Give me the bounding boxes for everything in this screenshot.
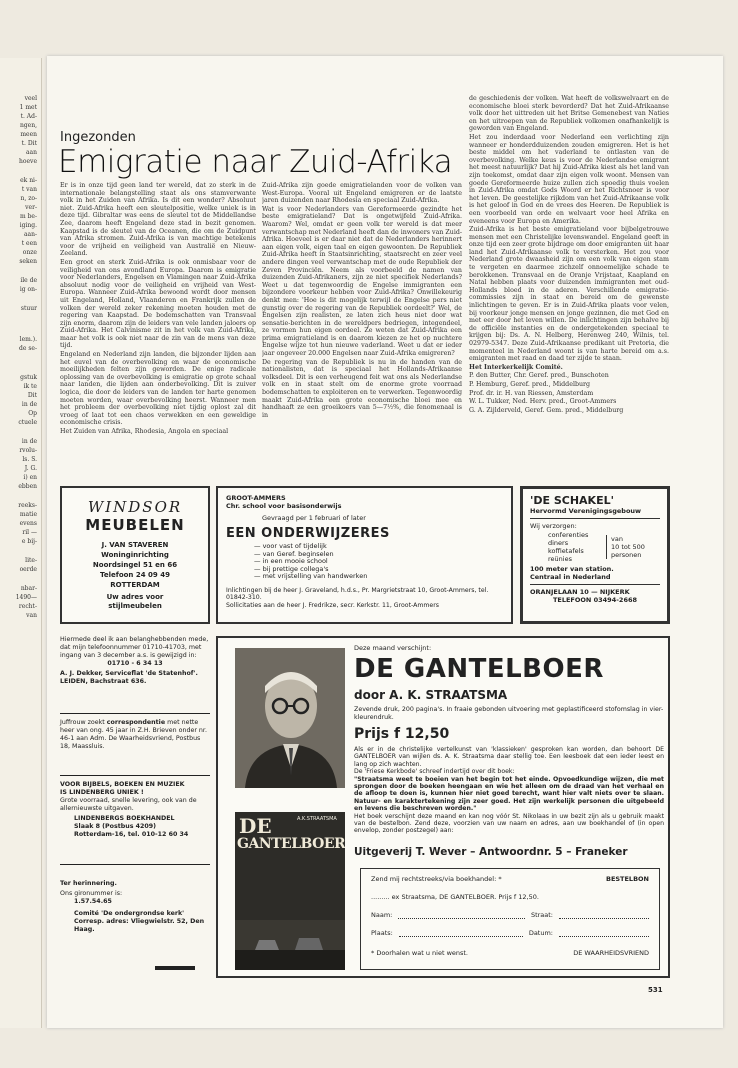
order-form-line: Zend mij rechtstreeks/via boekhandel: *: [371, 875, 502, 883]
publisher-line: Uitgeverij T. Wever – Antwoordnr. 5 – Franeker: [354, 846, 628, 858]
committee-member: P. Hemburg, Geref. pred., Middelburg: [469, 380, 591, 388]
left-fragment-a: [0, 94, 37, 166]
book-description: Zevende druk, 200 pagina's. In fraaie gebonden uitvoering met geplastificeerd stofomslag in vier-kleurendruk.: [354, 706, 664, 721]
left-page-fragment: 1 met: [19, 104, 37, 111]
left-fragment-b: [0, 176, 37, 266]
school-item: — in een mooie school: [254, 557, 328, 565]
author-portrait: [235, 648, 345, 788]
divider: [60, 864, 210, 865]
date-field[interactable]: [559, 929, 649, 937]
article-paragraph: Een groot en sterk Zuid-Afrika is ook onmisbaar voor de veiligheid van ons avondland Europa. Daarom is emigratie voor Nederlanders, Engelsen en Vlamingen naar Zuid-Afrika absoluut nodig voor de veiligheid en vrijheid van West-Europa. Wanneer Zuid-Afrika bewoond wordt door mensen uit Engeland, Holland, Vlaanderen en Frankrijk zullen de volken der wereld zeker rekening moeten houden met de regering van Kaapstad. De bodemschatten van Transvaal zijn enorm, daarom zijn de leiders van vele landen jaloers op Zuid-Afrika. Het Calvinisme zit in het volk van Zuid-Afrika, maar het volk is ook niet naar de zin van de mens van deze tijd.: [60, 258, 256, 350]
order-form: [360, 868, 660, 970]
order-form-quantity[interactable]: ......... ex Straatsma, DE GANTELBOER. Prijs f 12,50.: [371, 893, 539, 901]
street-label: Straat:: [530, 911, 553, 919]
article-column-2: [262, 182, 462, 472]
school-ask: Gevraagd per 1 februari of later: [262, 514, 366, 522]
left-page-fragment: aan: [25, 149, 37, 156]
school-item: — van Geref. beginselen: [254, 549, 334, 558]
book-body: [354, 746, 664, 835]
street-field[interactable]: [559, 911, 649, 919]
reminder-text: Comité 'De ondergrondse kerk' Corresp. adres: Vliegwielstr. 52, Den Haag.: [74, 910, 205, 933]
book-title: DE GANTELBOER: [354, 654, 604, 684]
schakel-ad: [520, 486, 670, 624]
left-page-fragment: ls. S.: [22, 456, 37, 463]
left-page-fragment: t een: [21, 240, 37, 247]
left-page-fragment: Op: [28, 410, 37, 417]
schakel-title: 'DE SCHAKEL': [530, 494, 614, 507]
left-page-fragment: ctuele: [18, 419, 37, 426]
schakel-item: koffietafels: [548, 547, 584, 555]
left-page-fragment: reeks-: [18, 502, 37, 509]
windsor-line: J. VAN STAVEREN: [101, 541, 169, 549]
schakel-capacity: 10 tot 500: [611, 543, 645, 551]
left-page-fragment: evens: [19, 520, 37, 527]
classified-phone-change: [60, 636, 210, 686]
left-page-fragment: ngen,: [19, 122, 37, 129]
left-page-fragment: lem.).: [19, 336, 37, 343]
article-paragraph: Engeland en Nederland zijn landen, die bijzonder lijden aan het euvel van de overbevolking en waar de economische moeilijkheden felten zijn geworden. De enige radicale oplossing van de overbevolking is emigratie op grote schaal naar landen, die lijden aan onderbevolking. Dit is zuiver logica, die door de leiders van de landen ter harte genomen moeten worden, waar overbevolking heerst. Wanneer men het probleem der overbevolking niet tijdig oplost zal dit vroeg of laat tot een chaos verwekken en een geweldige economische crisis.: [60, 351, 256, 427]
lindenberg-address: Rotterdam-16, tel. 010-12 60 34: [74, 831, 189, 838]
order-form-source: DE WAARHEIDSVRIEND: [573, 949, 649, 957]
end-mark: [155, 966, 195, 970]
lindenberg-heading: IS LINDENBERG UNIEK !: [60, 789, 144, 796]
article-paragraph: de geschiedenis der volken. Wat heeft de volkswelvaart en de economische bloei sterk bevorderd? Dat het Zuid-Afrikaanse volk door het uittreden uit het Britse Gemenebest van Naties en het uitroepen van de Republiek volkomen onafhankelijk is geworden van Engeland.: [469, 95, 669, 133]
left-fragment-e: [0, 335, 37, 353]
left-page-fragment: recht-: [18, 603, 37, 610]
windsor-line: Noordsingel 51 en 66: [92, 561, 178, 569]
place-label: Plaats:: [371, 929, 393, 937]
lindenberg-ad: [60, 781, 210, 839]
left-page-fragment: onze: [22, 249, 37, 256]
article-paragraph: Wat is voor Nederlanders van Gereformeerde gezindte het beste emigratieland? Dat is ongetwijfeld Zuid-Afrika. Waarom? Wel, omdat er geen volk ter wereld is dat meer verwantschap met Nederland heeft dan de inwoners van Zuid-Afrika. Hoeveel is er daar niet dat de Nederlanders herinnert aan eigen volk, eigen taal en eigen gewoonten. De Republiek Zuid-Afrika heeft in Staatsinrichting, staatsrecht en zeer veel andere dingen veel verwantschap met de oude Republiek der Zeven Provinciën. Neem als voorbeeld de namen van duizenden Zuid-Afrikaners, zijn ze niet specifiek Nederlands? Weet u dat tegenwoordig de Engelse immigranten een bijzondere voorkeur hebben voor Zuid-Afrika? Onwillekeurig denkt men: 'Hoe is dit mogelijk terwijl de Engelse pers niet gunstig over de regering van de Republiek oordeelt?' Wel, de Engelsen zijn realisten, ze laten zich heus niet door wat sensatie-berichten in de wereldpers bedriegen, integendeel, ze vormen hun eigen oordeel. Ze weten dat Zuid-Afrika een prima emigratieland is en daarom kiezen ze het op nuchtere Engelse wijze tot hun nieuwe vaderland. Weet u dat er ieder jaar ongeveer 20.000 Engelsen naar Zuid-Afrika emigreren?: [262, 205, 462, 358]
book-cover: [235, 812, 345, 970]
left-page-fragment: de se-: [19, 345, 37, 352]
windsor-line: ROTTERDAM: [110, 581, 160, 589]
left-page-fragment: van: [26, 612, 37, 619]
reminder-ad: [60, 880, 210, 934]
left-page-fragment: nbar-: [20, 585, 37, 592]
committee-heading: Het Interkerkelijk Comité.: [469, 363, 563, 371]
cover-title-de: DE: [239, 814, 272, 838]
article-title: Emigratie naar Zuid-Afrika: [58, 144, 453, 180]
left-page-fragment: gstuk: [20, 374, 37, 381]
left-fragment-g: [0, 437, 37, 491]
left-fragment-f: [0, 373, 37, 427]
left-page-fragment: ile de: [20, 277, 37, 284]
schakel-address: ORANJELAAN 10 — NIJKERK: [530, 588, 630, 596]
book-body-paragraph: Het boek verschijnt deze maand en kan nog vóór St. Nikolaas in uw bezit zijn als u gebruik maakt van de bestelbon. Zend deze, voorzien van uw naam en adres, aan uw boekhandel of (in open envelop, zonder postzegel) aan:: [354, 812, 664, 835]
school-item: — met vrijstelling van handwerken: [254, 572, 368, 580]
left-page-fragment: 1490—: [15, 594, 37, 601]
giro-number: 1.57.54.65: [74, 898, 112, 905]
classified-keyword: correspondentie: [106, 719, 166, 726]
book-price: Prijs f 12,50: [354, 726, 450, 742]
divider: [60, 775, 210, 776]
windsor-ad: [60, 486, 210, 624]
left-page-fragment: rvolu-: [19, 447, 37, 454]
name-label: Naam:: [371, 911, 393, 919]
schakel-item: conferenties: [548, 531, 589, 539]
left-page-fragment: n, zo-: [20, 195, 37, 202]
left-page-fragment: i) en: [23, 474, 37, 481]
windsor-line: Telefoon 24 09 49: [100, 571, 170, 579]
left-page-fragment: in de: [21, 401, 37, 408]
article-paragraph: Zuid-Afrika zijn goede emigratielanden voor de volken van West-Europa. Vooral uit Engeland emigreren er de laatste jaren duizenden naar Rhodesia en speciaal Zuid-Afrika.: [262, 182, 462, 205]
date-label: Datum:: [528, 929, 553, 937]
lindenberg-text: Grote voorraad, snelle levering, ook van de allernieuwste uitgaven.: [60, 797, 197, 812]
left-page-fragment: ver-: [25, 204, 37, 211]
divider: [60, 713, 210, 714]
left-fragment-i: [0, 556, 37, 574]
order-form-note: * Doorhalen wat u niet wenst.: [371, 949, 469, 957]
left-page-fragment: ik te: [23, 383, 37, 390]
school-ad: [216, 486, 513, 624]
schakel-capacity: van: [611, 535, 623, 543]
left-page-fragment: Dit: [27, 392, 37, 399]
left-fragment-d: [0, 304, 37, 313]
book-intro: Deze maand verschijnt:: [354, 644, 432, 652]
left-page-fragment: m be-: [19, 213, 37, 220]
school-item: — bij prettige collega's: [254, 564, 329, 573]
left-page-fragment: lite-: [25, 557, 37, 564]
name-field[interactable]: [398, 911, 525, 919]
book-body-paragraph: De 'Friese Kerkbode' schreef indertijd over dit boek:: [354, 768, 515, 776]
classified-text: Juffrouw zoekt: [60, 719, 105, 726]
left-page-fragment: e bij-: [21, 538, 37, 545]
book-body-paragraph: Als er in de christelijke vertelkunst van 'klassieken' gesproken kan worden, dan behoort DE GANTELBOER van wijlen ds. A. K. Straatsma daar stellig toe. Een leesboek dat een ieder leest en lang op zich wachten.: [354, 746, 664, 768]
article-column-3: [469, 95, 669, 473]
schakel-sub: Hervormd Verenigingsgebouw: [530, 507, 642, 515]
schakel-capacity: personen: [611, 551, 642, 559]
windsor-line: Woninginrichting: [101, 551, 169, 559]
left-page-fragment: ebben: [18, 483, 37, 490]
order-form-label: BESTELBON: [605, 875, 649, 883]
article-paragraph: Er is in onze tijd geen land ter wereld, dat zo sterk in de internationale belangstelling staat als ons stamverwante volk in het Zuiden van Afrika. Is dit een wonder? Absoluut niet. Zuid-Afrika heeft een sleutelpositie, welke uniek is in deze tijd. Gibraltar was eens de sleutel tot de Middellandse Zee, daarom heeft Engeland deze stad in bezit genomen. Kaapstad is de sleutel van de Oceanen, die om de Zuidpunt van Afrika stromen. Zuid-Afrika is van machtige betekenis voor de vrijheid en veiligheid van Australië en Nieuw-Zeeland.: [60, 182, 256, 258]
left-fragment-j: [0, 584, 37, 620]
left-page-fragment: aan-: [23, 231, 37, 238]
classified-phone-number: 01710 - 6 34 13: [107, 660, 163, 667]
committee-member: G. A. Zijlderveld, Geref. Gem. pred., Middelburg: [469, 406, 624, 414]
lindenberg-address: Slaak 8 (Postbus 4209): [74, 823, 157, 830]
article-paragraph: Zuid-Afrika is het beste emigratieland voor bijbelgetrouwe mensen met een Christelijke levenswandel. Engeland geeft in onze tijd een zeer grote bijdrage om door emigranten uit haar land het Zuid-Afrikaanse volk te versterken. Het zou voor Nederland grote dwaasheid zijn om een volk van eigen stam te vergeten en daarmee zichzelf onnoemelijke schade te berokkenen. Transvaal en de Oranje Vrijstaat, Kaapland en Natal hebben plaats voor duizenden immigranten met oud-Hollands bloed in de aderen. Verschillende emigratie-commissies zijn in staat en bereid om de gewenste inlichtingen te geven. Er is in Zuid-Afrika plaats voor velen, bij voorkeur jonge mensen en jonge gezinnen, die met God en met eer door het leven willen. De inlichtingen zijn behalve bij de officiële instanties en de ondergetekenden speciaal te krijgen bij: Ds. A. N. Helberg, Herenweg 240, Wilnis, tel. 02979-5347. Deze Zuid-Afrikaanse predikant uit Pretoria, die momenteel in Nederland woont is van harte bereid om a.s. emigranten met raad en daad ter zijde te staan.: [469, 226, 669, 363]
article-paragraph: Het Zuiden van Afrika, Rhodesia, Angola en speciaal: [60, 428, 229, 435]
page-number: 531: [648, 986, 663, 994]
left-page-fragment: ek ni-: [20, 177, 37, 184]
school-info: Inlichtingen bij de heer J. Graveland, h.d.s., Pr. Margrietstraat 10, Groot-Ammers, tel. 01842-310.: [226, 586, 489, 601]
left-page-fragment: iging.: [19, 222, 37, 229]
committee-member: Prof. dr. ir. H. van Riessen, Amsterdam: [469, 389, 594, 397]
left-page-fragment: stuur: [20, 305, 37, 312]
classified-signature: A. J. Dekker, Serviceflat 'de Statenhof'. LEIDEN, Bachstraat 636.: [60, 670, 198, 685]
classified-correspondence: [60, 719, 210, 751]
school-apply: Sollicitaties aan de heer J. Fredrikze, secr. Kerkstr. 11, Groot-Ammers: [226, 601, 439, 609]
schakel-location: 100 meter van station.: [530, 565, 614, 573]
left-page-fragment: J. G.: [24, 465, 37, 472]
lindenberg-shop: LINDENBERGS BOEKHANDEL: [74, 815, 175, 822]
schakel-phone: TELEFOON 03494-2668: [552, 596, 638, 604]
left-fragment-h: [0, 501, 37, 546]
left-page-fragment: ig on-: [19, 286, 37, 293]
left-fragment-c: [0, 276, 37, 294]
reminder-line: Ons gironummer is:: [60, 890, 123, 897]
article-paragraph: De regering van de Republiek is nu in de handen van de nationalisten, dat is speciaal het Hollands-Afrikaanse volksdeel. Dit is een verheugend feit wat ons als Nederlandse volk en in staat stelt om de enorme grote voorraad bodemschatten te exploiteren en te verwerken. Tegenwoordig maakt Zuid-Afrika een grote economische bloei mee en handhaaft ze een groeikoers van 5—7½%, die fenomenaal is in: [262, 358, 462, 419]
cover-author: A.K.STRAATSMA: [297, 816, 337, 822]
book-review-quote: "Straatsma weet te boeien van het begin tot het einde. Opvoedkundige wijzen, die met sprongen door de boeken heengaan en wie het alleen om de draad van het verhaal en de afloop te doen is, kunnen hier niet goed terecht, want hier valt niets over te slaan. Natuur- en karaktertekening zijn zeer goed. Het zijn werkelijk personen die uitgebeeld en levens die beschreven worden.": [354, 775, 664, 813]
book-author: door A. K. STRAATSMA: [354, 688, 508, 702]
section-label: Ingezonden: [60, 130, 136, 145]
left-page-fragment: meen: [20, 131, 37, 138]
left-page-edge: [0, 58, 42, 1028]
left-page-fragment: t van: [21, 186, 37, 193]
article-paragraph: Het zou inderdaad voor Nederland een verlichting zijn wanneer er honderdduizenden zouden emigreren. Het is het beste middel om het vaderland te ontlasten van de overbevolking. Welke keus is voor de Nederlandse emigrant het meest natuurlijk? Dat hij Zuid-Afrika kiest als het land van zijn toekomst, omdat daar zijn eigen volk woont. Mensen van goede Gereformeerde huize zullen zich spoedig thuis voelen in Zuid-Afrika omdat Gods Woord er het Richtsnoer is voor het leven. De geestelijke rijkdom van het Zuid-Afrikaanse volk is het geloof in God en de vrees des Heeren. De Republiek is een voorbeeld van orde en welvaart voor heel Afrika en eveneens voor Europa en Amerika.: [469, 133, 669, 225]
school-title: EEN ONDERWIJZERES: [226, 526, 390, 541]
cover-title-name: GANTELBOER: [237, 836, 345, 852]
left-page-fragment: matie: [19, 511, 37, 518]
reminder-heading: Ter herinnering.: [60, 880, 117, 887]
left-page-fragment: ril —: [22, 529, 37, 536]
committee-member: P. den Butter, Chr. Geref. pred., Bunschoten: [469, 372, 609, 380]
left-page-fragment: t. Ad-: [20, 113, 37, 120]
left-page-fragment: seken: [19, 258, 37, 265]
committee-member: W. L. Tukker, Ned. Herv. pred., Groot-Ammers: [469, 398, 617, 406]
left-page-fragment: veel: [24, 95, 37, 102]
schakel-location: Centraal in Nederland: [530, 573, 611, 581]
school-place: GROOT-AMMERS: [226, 494, 286, 502]
windsor-footer: Uw adres voor: [106, 593, 164, 601]
schakel-item: diners: [548, 539, 569, 547]
windsor-logo: WINDSOR: [87, 498, 183, 516]
left-page-fragment: hoeve: [19, 158, 37, 165]
school-sub: Chr. school voor basisonderwijs: [226, 502, 342, 510]
schakel-intro: Wij verzorgen:: [530, 522, 577, 530]
schakel-item: reünies: [548, 555, 572, 563]
article-column-1: [60, 182, 256, 472]
classified-text: met nette heer van ong. 45 jaar in Z.H. Brieven onder nr. 46-1 aan Adm. De Waarheidsvriend, Postbus 18, Maassluis.: [60, 719, 207, 750]
windsor-footer: stijlmeubelen: [108, 602, 162, 610]
windsor-title: MEUBELEN: [85, 516, 185, 534]
portrait-image: [235, 648, 345, 788]
lindenberg-heading: VOOR BIJBELS, BOEKEN EN MUZIEK: [60, 781, 185, 788]
school-item: — voor vast of tijdelijk: [254, 542, 327, 550]
classified-text: Hiermede deel ik aan belanghebbenden mede, dat mijn telefoonnummer 01710-41703, met ingang van 3 december a.s. is gewijzigd in:: [60, 636, 209, 659]
left-page-fragment: oerde: [19, 566, 37, 573]
place-field[interactable]: [399, 929, 523, 937]
left-page-fragment: t. Dit: [21, 140, 37, 147]
left-page-fragment: in de: [21, 438, 37, 445]
cover-illustration: [235, 920, 345, 970]
